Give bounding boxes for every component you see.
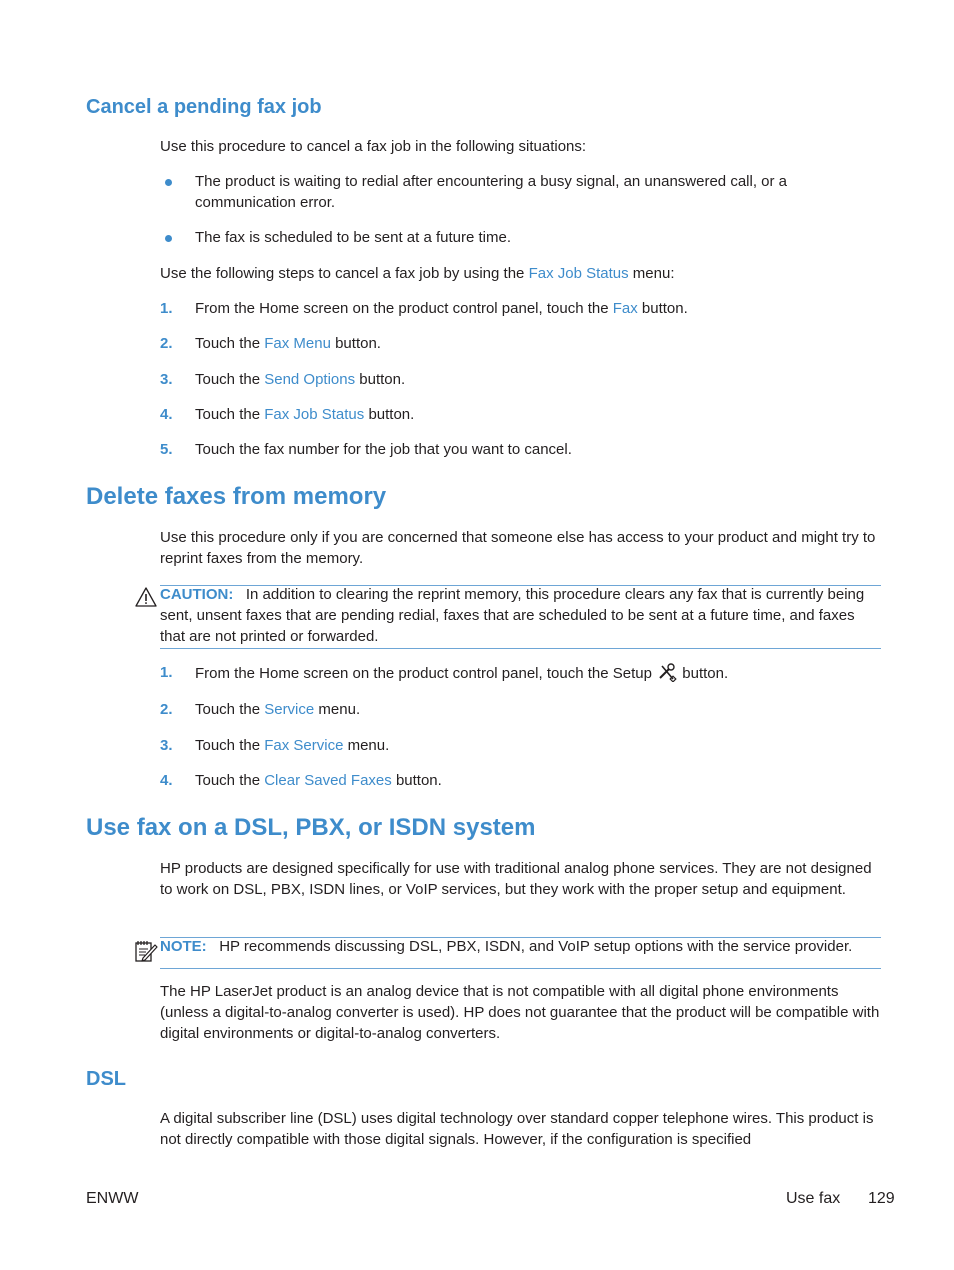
delete-step-2 [195, 699, 875, 720]
text: button. [391, 772, 442, 789]
step-number: 3. [160, 737, 173, 754]
text: menu. [314, 701, 361, 718]
section-title-dsl-pbx-isdn: Use fax on a DSL, PBX, or ISDN system [86, 814, 536, 841]
text: button. [330, 335, 381, 352]
text: Touch the [195, 406, 265, 423]
menu-name-fax-job-status: Fax Job Status [528, 265, 629, 282]
note-block [160, 936, 882, 957]
cancel-bullet-2: The fax is scheduled to be sent at a future time. [195, 229, 512, 246]
delete-step-4 [195, 770, 875, 791]
button-name-send-options: Send Options [264, 371, 356, 388]
caution-block [160, 584, 880, 647]
delete-step-3 [195, 735, 875, 756]
caution-label: CAUTION: [160, 586, 234, 603]
button-name-fax: Fax [612, 300, 638, 317]
button-name-fax-menu: Fax Menu [264, 335, 331, 352]
text: button. [355, 371, 406, 388]
text: Touch the [195, 335, 265, 352]
bullet-marker [165, 179, 172, 186]
text: Touch the [195, 737, 265, 754]
section-title-delete: Delete faxes from memory [86, 483, 387, 510]
subsection-title-dsl: DSL [86, 1068, 126, 1090]
step-number: 2. [160, 701, 173, 718]
dsl-pbx-para2: The HP LaserJet product is an analog device that is not compatible with all digital phone environments (unless a digital-to-analog converter is used). HP does not guarantee that the product will be compatible with digital environments or digital-to-analog converters. [160, 983, 880, 1042]
footer-chapter: Use fax [786, 1190, 841, 1207]
step-number: 2. [160, 335, 173, 352]
footer-left: ENWW [86, 1190, 139, 1207]
menu-name-service: Service [264, 701, 315, 718]
delete-intro: Use this procedure only if you are concerned that someone else has access to your product and might try to reprint faxes from the memory. [160, 529, 876, 567]
cancel-steps-intro [160, 263, 880, 284]
text: Touch the [195, 701, 265, 718]
cancel-step-5: Touch the fax number for the job that you want to cancel. [195, 441, 572, 458]
cancel-step-1 [195, 298, 875, 319]
step-number: 5. [160, 441, 173, 458]
step-number: 4. [160, 772, 173, 789]
bullet-marker [165, 235, 172, 242]
note-pencil-icon [134, 939, 158, 963]
text: Use the following steps to cancel a fax job by using the [160, 265, 529, 282]
button-name-clear-saved-faxes: Clear Saved Faxes [264, 772, 392, 789]
dsl-pbx-intro: HP products are designed specifically for use with traditional analog phone services. They are not designed to work on DSL, PBX, ISDN lines, or VoIP services, but they work with the proper setup and equipment. [160, 860, 872, 898]
text: Touch the [195, 371, 265, 388]
note-bottom-rule [160, 968, 881, 969]
section-title-cancel: Cancel a pending fax job [86, 96, 322, 118]
cancel-bullet-1: The product is waiting to redial after encountering a busy signal, an unanswered call, or a communication error. [195, 173, 788, 211]
step-number: 3. [160, 371, 173, 388]
text: button. [678, 665, 729, 682]
menu-name-fax-service: Fax Service [264, 737, 344, 754]
wrench-screwdriver-icon [656, 662, 678, 682]
caution-bottom-rule [160, 648, 881, 649]
cancel-step-3 [195, 369, 875, 390]
text: From the Home screen on the product control panel, touch the Setup [195, 665, 657, 682]
dsl-text: A digital subscriber line (DSL) uses digital technology over standard copper telephone wires. This product is not directly compatible with those digital signals. However, if the configuration is specified [160, 1110, 874, 1148]
text: From the Home screen on the product control panel, touch the [195, 300, 613, 317]
note-text: HP recommends discussing DSL, PBX, ISDN, and VoIP setup options with the service provider. [219, 938, 853, 955]
cancel-intro: Use this procedure to cancel a fax job in the following situations: [160, 138, 587, 155]
footer-page-number: 129 [868, 1190, 895, 1207]
text: menu. [343, 737, 390, 754]
button-name-fax-job-status: Fax Job Status [264, 406, 365, 423]
text: button. [364, 406, 415, 423]
text: menu: [628, 265, 675, 282]
cancel-step-4 [195, 404, 875, 425]
text: button. [637, 300, 688, 317]
text: Touch the [195, 772, 265, 789]
step-number: 1. [160, 664, 173, 681]
delete-step-1 [195, 662, 875, 684]
warning-triangle-icon [135, 587, 157, 607]
step-number: 4. [160, 406, 173, 423]
note-label: NOTE: [160, 938, 207, 955]
cancel-step-2 [195, 333, 875, 354]
step-number: 1. [160, 300, 173, 317]
caution-text: In addition to clearing the reprint memory, this procedure clears any fax that is currently being sent, unsent faxes that are pending redial, faxes that are scheduled to be sent at a future time, and faxes that are not printed or forwarded. [160, 586, 865, 645]
